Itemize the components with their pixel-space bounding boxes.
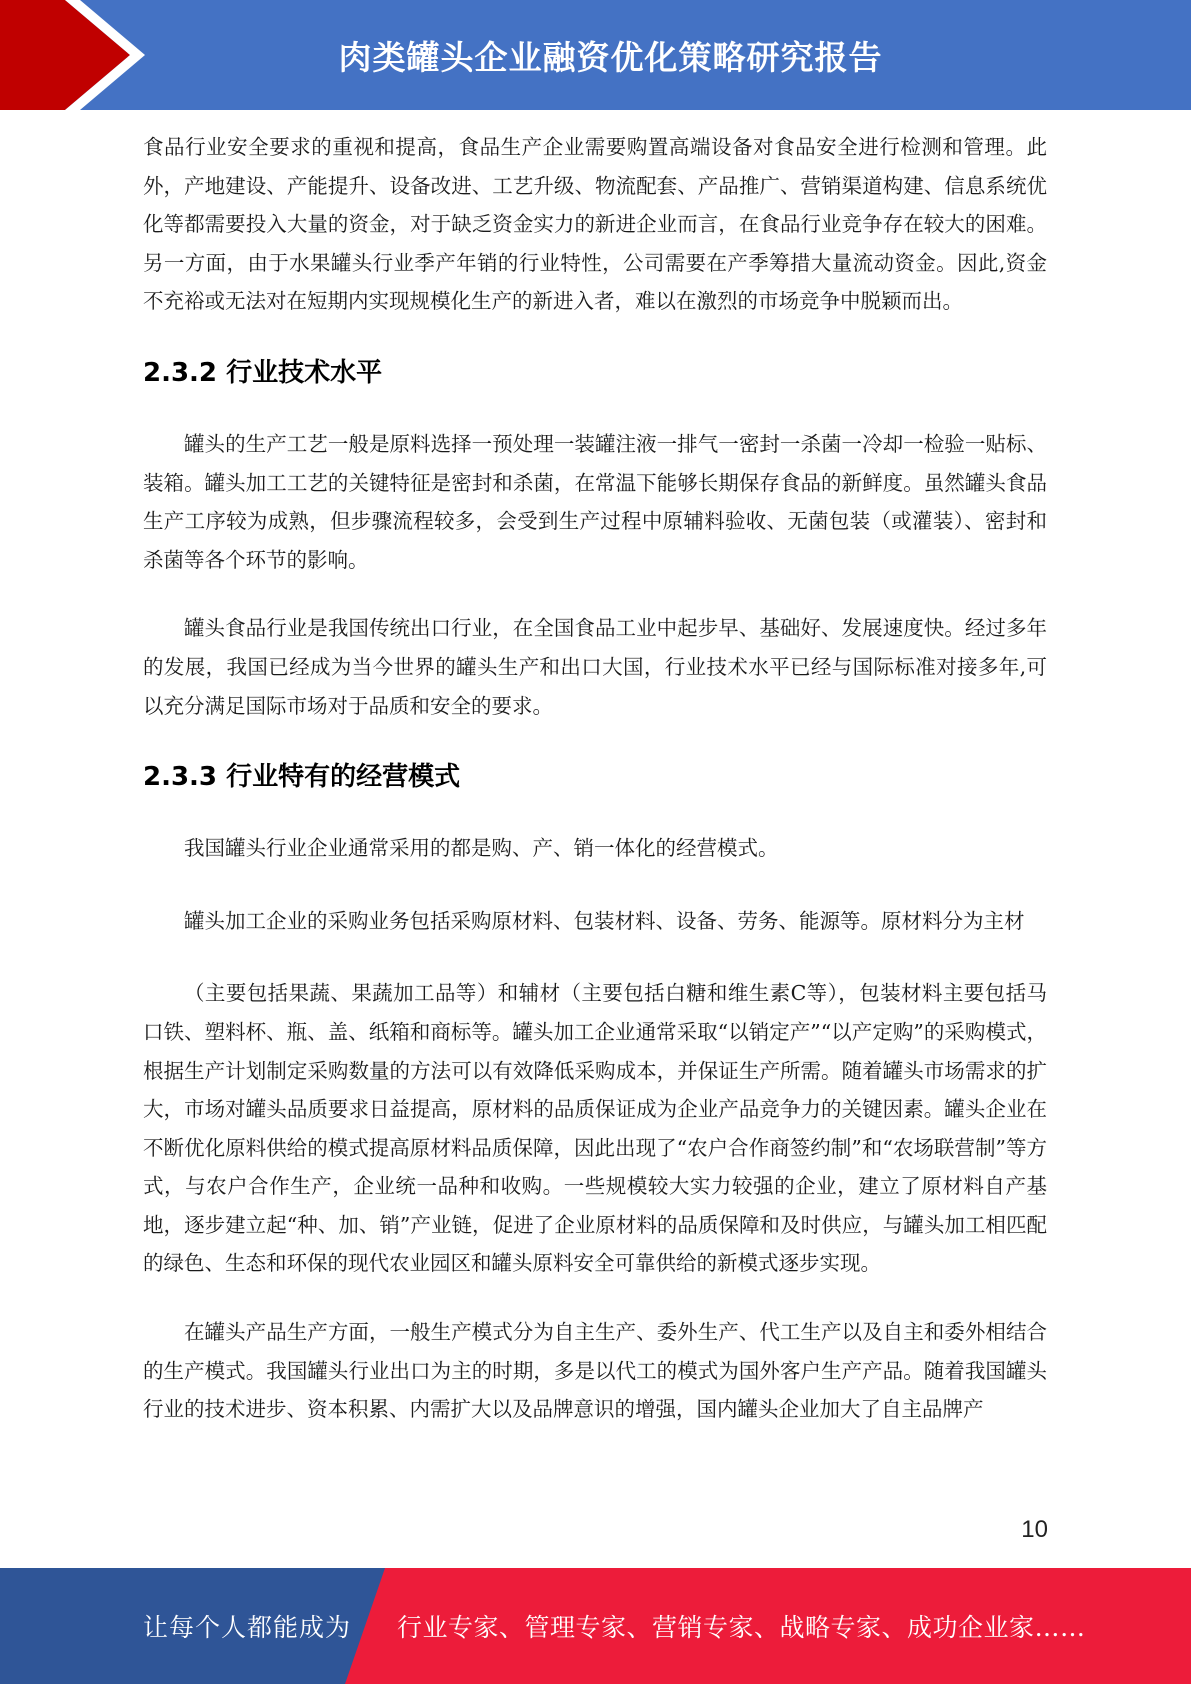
section-heading-technology-level: 2.3.2 行业技术水平 [143,357,383,388]
page-header [0,0,1191,110]
page-number: 10 [1021,1516,1048,1543]
page-footer [0,1568,1191,1684]
paragraph-production-process: 罐头的生产工艺一般是原料选择一预处理一装罐注液一排气一密封一杀菌一冷却一检验一贴标、装箱。罐头加工工艺的关键特征是密封和杀菌，在常温下能够长期保存食品的新鲜度。虽然罐头食品生产工序较为成熟，但步骤流程较多，会受到生产过程中原辅料验收、无菌包装（或灌装）、密封和杀菌等各个环节的影响。 [143,431,1047,572]
section-heading-business-model: 2.3.3 行业特有的经营模式 [143,762,461,793]
paragraph-integrated-model: 我国罐头行业企业通常采用的都是购、产、销一体化的经营模式。 [184,836,779,861]
paragraph-funding-barrier: 食品行业安全要求的重视和提高，食品生产企业需要购置高端设备对食品安全进行检测和管理。此外，产地建设、产能提升、设备改进、工艺升级、物流配套、产品推广、营销渠道构建、信息系统优化等都需要投入大量的资金，对于缺乏资金实力的新进企业而言，在食品行业竞争存在较大的困难。另一方面，由于水果罐头行业季产年销的行业特性，公司需要在产季筹措大量流动资金。因此,资金不充裕或无法对在短期内实现规模化生产的新进入者，难以在激烈的市场竞争中脱颖而出。 [143,135,1047,314]
paragraph-production-mode: 在罐头产品生产方面，一般生产模式分为自主生产、委外生产、代工生产以及自主和委外相结合的生产模式。我国罐头行业出口为主的时期，多是以代工的模式为国外客户生产产品。随着我国罐头行业的技术进步、资本积累、内需扩大以及品牌意识的增强，国内罐头企业加大了自主品牌产 [143,1320,1047,1422]
paragraph-export-industry: 罐头食品行业是我国传统出口行业，在全国食品工业中起步早、基础好、发展速度快。经过多年的发展，我国已经成为当今世界的罐头生产和出口大国，行业技术水平已经与国际标准对接多年,可以充分满足国际市场对于品质和安全的要求。 [143,616,1047,718]
header-chevron-decoration [0,0,160,110]
paragraph-materials: （主要包括果蔬、果蔬加工品等）和辅材（主要包括白糖和维生素C等），包装材料主要包括马口铁、塑料杯、瓶、盖、纸箱和商标等。罐头加工企业通常采取“以销定产”“以产定购”的采购模式，根据生产计划制定采购数量的方法可以有效降低采购成本，并保证生产所需。随着罐头市场需求的扩大，市场对罐头品质要求日益提高，原材料的品质保证成为企业产品竞争力的关键因素。罐头企业在不断优化原料供给的模式提高原材料品质保障，因此出现了“农户合作商签约制”和“农场联营制”等方式，与农户合作生产，企业统一品种和收购。一些规模较大实力较强的企业，建立了原材料自产基地，逐步建立起“种、加、销”产业链，促进了企业原材料的品质保障和及时供应，与罐头加工相匹配的绿色、生态和环保的现代农业园区和罐头原料安全可靠供给的新模式逐步实现。 [143,981,1047,1276]
report-title: 肉类罐头企业融资优化策略研究报告 [338,37,883,77]
footer-slogan-left: 让每个人都能成为 [143,1613,352,1642]
footer-slogan-right: 行业专家、管理专家、营销专家、战略专家、成功企业家…… [397,1613,1086,1642]
paragraph-procurement: 罐头加工企业的采购业务包括采购原材料、包装材料、设备、劳务、能源等。原材料分为主材 [184,908,1025,933]
document-body [143,128,1047,1429]
